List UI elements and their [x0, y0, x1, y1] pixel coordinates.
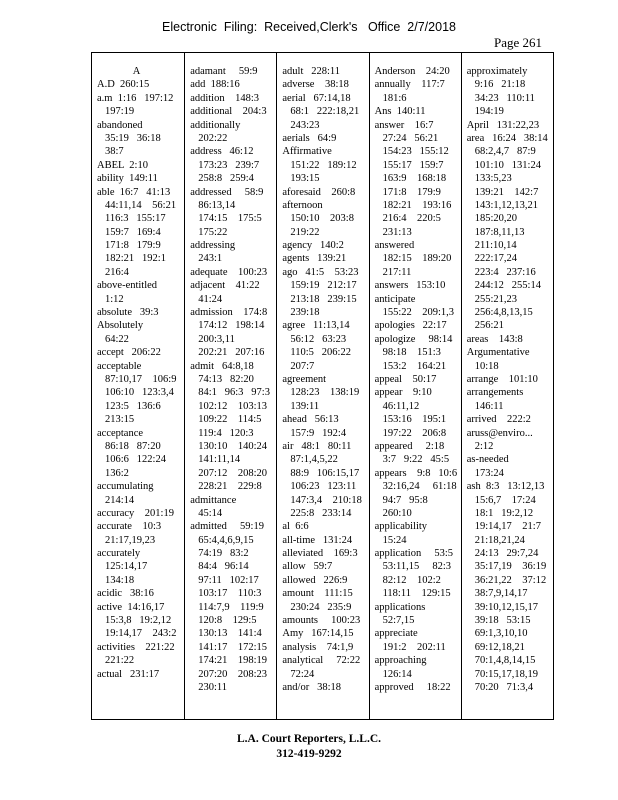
- index-entry: approximately: [466, 66, 528, 77]
- index-page-refs: 38:7: [105, 146, 124, 158]
- index-page-refs: 2:12: [474, 440, 494, 452]
- index-entry: accuracy 201:19: [97, 507, 174, 519]
- index-page-refs: 139:11: [290, 400, 320, 412]
- index-page-refs: 200:3,11: [198, 333, 235, 345]
- index-column-1: [92, 53, 184, 719]
- index-entry: a.m 1:16 197:12: [97, 92, 174, 104]
- index-page-refs: 19:14,17 243:2: [105, 628, 177, 640]
- index-entry: April 131:22,23: [466, 119, 540, 131]
- index-page-refs: 174:21 198:19: [198, 655, 268, 667]
- index-entry: arrangements: [466, 387, 524, 399]
- index-entry: aerials 64:9: [282, 132, 337, 144]
- index-page-refs: 44:11,14 56:21: [105, 199, 177, 211]
- index-entry: aforesaid 260:8: [282, 186, 356, 198]
- index-entry: above-entitled: [97, 280, 158, 292]
- index-page-refs: 86:13,14: [198, 199, 236, 211]
- index-page-refs: 130:10 140:24: [198, 440, 268, 452]
- index-page-refs: 171:8 179:9: [105, 240, 161, 252]
- index-page-refs: 153:2 164:21: [382, 360, 447, 372]
- index-column-4: [369, 53, 461, 719]
- index-entry: adverse 38:18: [282, 79, 349, 91]
- index-page-refs: 82:12 102:2: [382, 574, 441, 586]
- index-entry: activities 221:22: [97, 641, 175, 653]
- index-page-refs: 27:24 56:21: [382, 132, 439, 144]
- index-entry: agree 11:13,14: [282, 320, 350, 332]
- index-entry: annually 117:7: [374, 79, 445, 91]
- index-page-refs: 133:5,23: [474, 173, 512, 185]
- index-page-refs: 222:17,24: [474, 253, 518, 265]
- index-entry: amount 111:15: [282, 588, 353, 600]
- index-page-refs: 126:14: [382, 668, 412, 680]
- index-page-refs: 116:3 155:17: [105, 213, 166, 225]
- index-entry: approaching: [374, 655, 427, 667]
- index-page-refs: 182:21 192:1: [105, 253, 166, 265]
- index-page-refs: 182:21 193:16: [382, 199, 452, 211]
- index-page-refs: 53:11,15 82:3: [382, 561, 452, 573]
- index-page-refs: 197:22 206:8: [382, 427, 447, 439]
- index-page-refs: 15:6,7 17:24: [474, 494, 536, 506]
- index-page-refs: 150:10 203:8: [290, 213, 354, 225]
- index-entry: area 16:24 38:14: [466, 132, 548, 144]
- index-page-refs: 38:7,9,14,17: [474, 588, 528, 600]
- index-entry: al 6:6: [282, 521, 309, 533]
- index-entry: addressing: [190, 240, 236, 252]
- index-page-refs: 110:5 206:22: [290, 347, 351, 359]
- index-entry: apologies 22:17: [374, 320, 447, 332]
- index-page-refs: 84:1 96:3 97:3: [198, 387, 270, 399]
- index-entry: Affirmative: [282, 146, 332, 158]
- index-entry: accurately: [97, 548, 141, 560]
- filing-header: Electronic Filing: Received,Clerk's Office 2/7/2018: [162, 20, 456, 34]
- index-page-refs: 87:10,17 106:9: [105, 373, 177, 385]
- index-entry: ago 41:5 53:23: [282, 266, 359, 278]
- index-page-refs: 194:19: [474, 106, 504, 118]
- index-entry: amounts 100:23: [282, 615, 361, 627]
- index-page-refs: 225:8 233:14: [290, 507, 352, 519]
- index-entry: ahead 56:13: [282, 414, 339, 426]
- index-entry: acidic 38:16: [97, 588, 154, 600]
- index-entry: air 48:1 80:11: [282, 440, 352, 452]
- index-page-refs: 154:23 155:12: [382, 146, 449, 158]
- index-entry: abandoned: [97, 119, 143, 131]
- index-page-refs: 151:22 189:12: [290, 159, 357, 171]
- index-entry: agreement: [282, 373, 327, 385]
- index-entry: actual 231:17: [97, 668, 160, 680]
- index-page-refs: 98:18 151:3: [382, 347, 441, 359]
- index-page-refs: 211:10,14: [474, 240, 517, 252]
- index-page-refs: 243:1: [198, 253, 223, 265]
- index-entry: active 14:16,17: [97, 601, 165, 613]
- index-entry: allow 59:7: [282, 561, 333, 573]
- index-entry: arrived 222:2: [466, 414, 531, 426]
- page-number: Page 261: [494, 35, 543, 50]
- index-entry: Amy 167:14,15: [282, 628, 354, 640]
- index-page-refs: 146:11: [474, 400, 504, 412]
- index-page-refs: 175:22: [198, 226, 228, 238]
- index-entry: aerial 67:14,18: [282, 92, 351, 104]
- index-entry: answers 153:10: [374, 280, 446, 292]
- index-page-refs: 18:1 19:2,12: [474, 507, 534, 519]
- index-page-refs: 193:15: [290, 173, 320, 185]
- index-page-refs: 119:4 120:3: [198, 427, 254, 439]
- index-page-refs: 125:14,17: [105, 561, 148, 573]
- index-entry: as-needed: [466, 454, 509, 466]
- index-page-refs: 243:23: [290, 119, 320, 131]
- index-page-refs: 34:23 110:11: [474, 92, 535, 104]
- index-page-refs: 141:11,14: [198, 454, 241, 466]
- index-entry: able 16:7 41:13: [97, 186, 171, 198]
- index-column-5: [461, 53, 553, 719]
- index-page-refs: 217:11: [382, 266, 412, 278]
- index-page-refs: 70:1,4,8,14,15: [474, 655, 536, 667]
- index-page-refs: 157:9 192:4: [290, 427, 347, 439]
- index-entry: afternoon: [282, 199, 323, 211]
- index-entry: accumulating: [97, 481, 154, 493]
- index-column-2: [184, 53, 276, 719]
- index-page-refs: 102:12 103:13: [198, 400, 268, 412]
- index-page-refs: 106:10 123:3,4: [105, 387, 174, 399]
- index-page-refs: 134:18: [105, 574, 135, 586]
- index-page-refs: 197:19: [105, 106, 135, 118]
- index-page-refs: 202:21 207:16: [198, 347, 265, 359]
- index-page-refs: 202:22: [198, 132, 228, 144]
- index-entry: Anderson 24:20: [374, 66, 450, 77]
- index-page-refs: 214:14: [105, 494, 135, 506]
- index-page-refs: 163:9 168:18: [382, 173, 447, 185]
- index-entry: answered: [374, 240, 415, 252]
- index-entry: adequate 100:23: [190, 266, 268, 278]
- index-page-refs: 87:1,4,5,22: [290, 454, 338, 466]
- index-page-refs: 24:13 29:7,24: [474, 548, 539, 560]
- index-page-refs: 69:12,18,21: [474, 641, 525, 653]
- index-page-refs: 173:24: [474, 467, 504, 479]
- index-page-refs: 171:8 179:9: [382, 186, 441, 198]
- index-page-refs: 182:15 189:20: [382, 253, 452, 265]
- index-page-refs: 68:1 222:18,21: [290, 106, 360, 118]
- index-page-refs: 216:4: [105, 266, 129, 278]
- index-page-refs: 213:18 239:15: [290, 293, 357, 305]
- index-page-refs: 36:21,22 37:12: [474, 574, 547, 586]
- index-entry: appears 9:8 10:6: [374, 467, 458, 479]
- index-page-refs: 123:5 136:6: [105, 400, 161, 412]
- index-page-refs: 35:19 36:18: [105, 132, 161, 144]
- index-page-refs: 128:23 138:19: [290, 387, 360, 399]
- index-entry: absolute 39:3: [97, 307, 159, 319]
- index-page-refs: 3:7 9:22 45:5: [382, 454, 450, 466]
- index-page-refs: 181:6: [382, 92, 407, 104]
- footer-company: L.A. Court Reporters, L.L.C.: [236, 733, 382, 745]
- index-entry: approved 18:22: [374, 681, 451, 693]
- index-entry: arrange 101:10: [466, 373, 538, 385]
- index-entry: applicability: [374, 521, 428, 533]
- index-page-refs: 19:14,17 21:7: [474, 521, 541, 533]
- index-page-refs: 207:7: [290, 360, 315, 372]
- index-page-refs: 103:17 110:3: [198, 588, 262, 600]
- index-page-refs: 52:7,15: [382, 615, 415, 627]
- index-entry: agents 139:21: [282, 253, 347, 265]
- index-page-refs: 15:24: [382, 534, 407, 546]
- index-entry: analytical 72:22: [282, 655, 361, 667]
- index-page-refs: 173:23 239:7: [198, 159, 260, 171]
- index-entry: anticipate: [374, 293, 416, 305]
- index-entry: alleviated 169:3: [282, 548, 358, 560]
- index-entry: ABEL 2:10: [97, 159, 148, 171]
- index-entry: areas 143:8: [466, 333, 523, 345]
- index-page-refs: 120:8 129:5: [198, 615, 257, 627]
- index-page-refs: 88:9 106:15,17: [290, 467, 360, 479]
- index-page-refs: 230:11: [198, 681, 227, 693]
- index-page-refs: 1:12: [105, 293, 124, 305]
- index-page-refs: 94:7 95:8: [382, 494, 428, 506]
- index-page-refs: 147:3,4 210:18: [290, 494, 362, 506]
- index-entry: application 53:5: [374, 548, 454, 560]
- index-entry: accept 206:22: [97, 347, 161, 359]
- index-page-refs: 35:17,19 36:19: [474, 561, 547, 573]
- index-page-refs: 21:18,21,24: [474, 534, 525, 546]
- index-page-refs: 118:11 129:15: [382, 588, 451, 600]
- index-entry: adamant 59:9: [190, 66, 258, 77]
- index-page-refs: 223:4 237:16: [474, 266, 536, 278]
- index-page-refs: 69:1,3,10,10: [474, 628, 528, 640]
- index-page-refs: 228:21 229:8: [198, 481, 262, 493]
- index-entry: appreciate: [374, 628, 418, 640]
- index-entry: additionally: [190, 119, 241, 131]
- index-page-refs: 239:18: [290, 307, 320, 319]
- index-page-refs: 207:12 208:20: [198, 467, 268, 479]
- index-page-refs: 45:14: [198, 507, 223, 519]
- index-entry: Argumentative: [466, 347, 530, 359]
- index-entry: appeared 2:18: [374, 440, 445, 452]
- index-page-refs: 174:15 175:5: [198, 213, 262, 225]
- index-column-3: [276, 53, 368, 719]
- index-page-refs: 114:7,9 119:9: [198, 601, 264, 613]
- index-page-refs: 64:22: [105, 333, 129, 345]
- index-page-refs: 207:20 208:23: [198, 668, 268, 680]
- index-entry: answer 16:7: [374, 119, 434, 131]
- index-entry: appeal 50:17: [374, 373, 437, 385]
- index-entry: ash 8:3 13:12,13: [466, 481, 545, 493]
- index-page-refs: 39:18 53:15: [474, 615, 531, 627]
- index-page-refs: 21:17,19,23: [105, 534, 156, 546]
- index-entry: admission 174:8: [190, 307, 268, 319]
- index-entry: addressed 58:9: [190, 186, 264, 198]
- index-page-refs: 244:12 255:14: [474, 280, 541, 292]
- index-page-refs: 106:6 122:24: [105, 454, 166, 466]
- index-entry: admitted 59:19: [190, 521, 264, 533]
- index-entry: acceptance: [97, 427, 144, 439]
- index-page-refs: 10:18: [474, 360, 499, 372]
- index-page-refs: 72:24: [290, 668, 315, 680]
- index-page-refs: 39:10,12,15,17: [474, 601, 539, 613]
- index-entry: apologize 98:14: [374, 333, 453, 345]
- index-entry: admit 64:8,18: [190, 360, 254, 372]
- index-page-refs: 32:16,24 61:18: [382, 481, 457, 493]
- index-page-refs: 109:22 114:5: [198, 414, 262, 426]
- index-page-refs: 74:19 83:2: [198, 548, 249, 560]
- index-entry: admittance: [190, 494, 237, 506]
- index-page-refs: 219:22: [290, 226, 320, 238]
- index-page-refs: 260:10: [382, 507, 412, 519]
- index-entry: agency 140:2: [282, 240, 344, 252]
- index-page-refs: 231:13: [382, 226, 412, 238]
- index-entry: A.D 260:15: [97, 79, 150, 91]
- index-page-refs: 155:22 209:1,3: [382, 307, 455, 319]
- index-page-refs: 159:7 169:4: [105, 226, 161, 238]
- index-page-refs: 191:2 202:11: [382, 641, 446, 653]
- index-page-refs: 187:8,11,13: [474, 226, 525, 238]
- index-page-refs: 255:21,23: [474, 293, 518, 305]
- index-page-refs: 15:3,8 19:2,12: [105, 615, 172, 627]
- index-entry: and/or 38:18: [282, 681, 341, 693]
- index-entry: accurate 10:3: [97, 521, 162, 533]
- index-page-refs: 155:17 159:7: [382, 159, 444, 171]
- index-entry: adult 228:11: [282, 66, 341, 77]
- index-entry: ability 149:11: [97, 173, 158, 185]
- index-page-refs: 136:2: [105, 467, 129, 479]
- footer-phone: 312-419-9292: [276, 748, 342, 760]
- index-page-refs: 174:12 198:14: [198, 320, 265, 332]
- index-entry: adjacent 41:22: [190, 280, 260, 292]
- index-entry: addition 148:3: [190, 92, 260, 104]
- index-page-refs: 106:23 123:11: [290, 481, 357, 493]
- index-page-refs: 153:16 195:1: [382, 414, 447, 426]
- index-entry: Ans 140:11: [374, 106, 426, 118]
- index-page-refs: 230:24 235:9: [290, 601, 352, 613]
- index-page-refs: 86:18 87:20: [105, 440, 161, 452]
- index-entry: address 46:12: [190, 146, 254, 158]
- index-page-refs: 97:11 102:17: [198, 574, 259, 586]
- index-entry: all-time 131:24: [282, 534, 353, 546]
- index-page-refs: 68:2,4,7 87:9: [474, 146, 536, 158]
- index-page-refs: 9:16 21:18: [474, 79, 526, 91]
- index-entry: applications: [374, 601, 426, 613]
- index-entry: analysis 74:1,9: [282, 641, 354, 653]
- index-page-refs: 185:20,20: [474, 213, 518, 225]
- index-page-refs: 130:13 141:4: [198, 628, 262, 640]
- index-page-refs: 74:13 82:20: [198, 373, 254, 385]
- index-page-refs: 70:15,17,18,19: [474, 668, 539, 680]
- index-entry: allowed 226:9: [282, 574, 348, 586]
- index-page-refs: 159:19 212:17: [290, 280, 357, 292]
- index-entry: acceptable: [97, 360, 142, 372]
- index-page-refs: 141:17 172:15: [198, 641, 268, 653]
- index-page-refs: 256:4,8,13,15: [474, 307, 533, 319]
- index-page-refs: 101:10 131:24: [474, 159, 541, 171]
- index-entry: Absolutely: [97, 320, 144, 332]
- index-entry: additional 204:3: [190, 106, 267, 118]
- index-page-refs: 84:4 96:14: [198, 561, 249, 573]
- index-page-refs: 41:24: [198, 293, 223, 305]
- index-entry: appear 9:10: [374, 387, 432, 399]
- index-page-refs: 143:1,12,13,21: [474, 199, 539, 211]
- index-page-refs: 65:4,4,6,9,15: [198, 534, 254, 546]
- index-page-refs: 56:12 63:23: [290, 333, 347, 345]
- index-page-refs: 46:11,12: [382, 400, 420, 412]
- index-page-refs: 216:4 220:5: [382, 213, 441, 225]
- index-entry: aruss@enviro...: [466, 427, 533, 439]
- index-page-refs: 213:15: [105, 414, 135, 426]
- index-entry: add 188:16: [190, 79, 240, 91]
- index-page-refs: 256:21: [474, 320, 504, 332]
- index-letter-heading: A: [132, 66, 141, 77]
- index-page-refs: 139:21 142:7: [474, 186, 539, 198]
- index-page-refs: 258:8 259:4: [198, 173, 254, 185]
- index-page-refs: 221:22: [105, 655, 135, 667]
- index-page-refs: 70:20 71:3,4: [474, 681, 534, 693]
- word-index-frame: [91, 52, 554, 720]
